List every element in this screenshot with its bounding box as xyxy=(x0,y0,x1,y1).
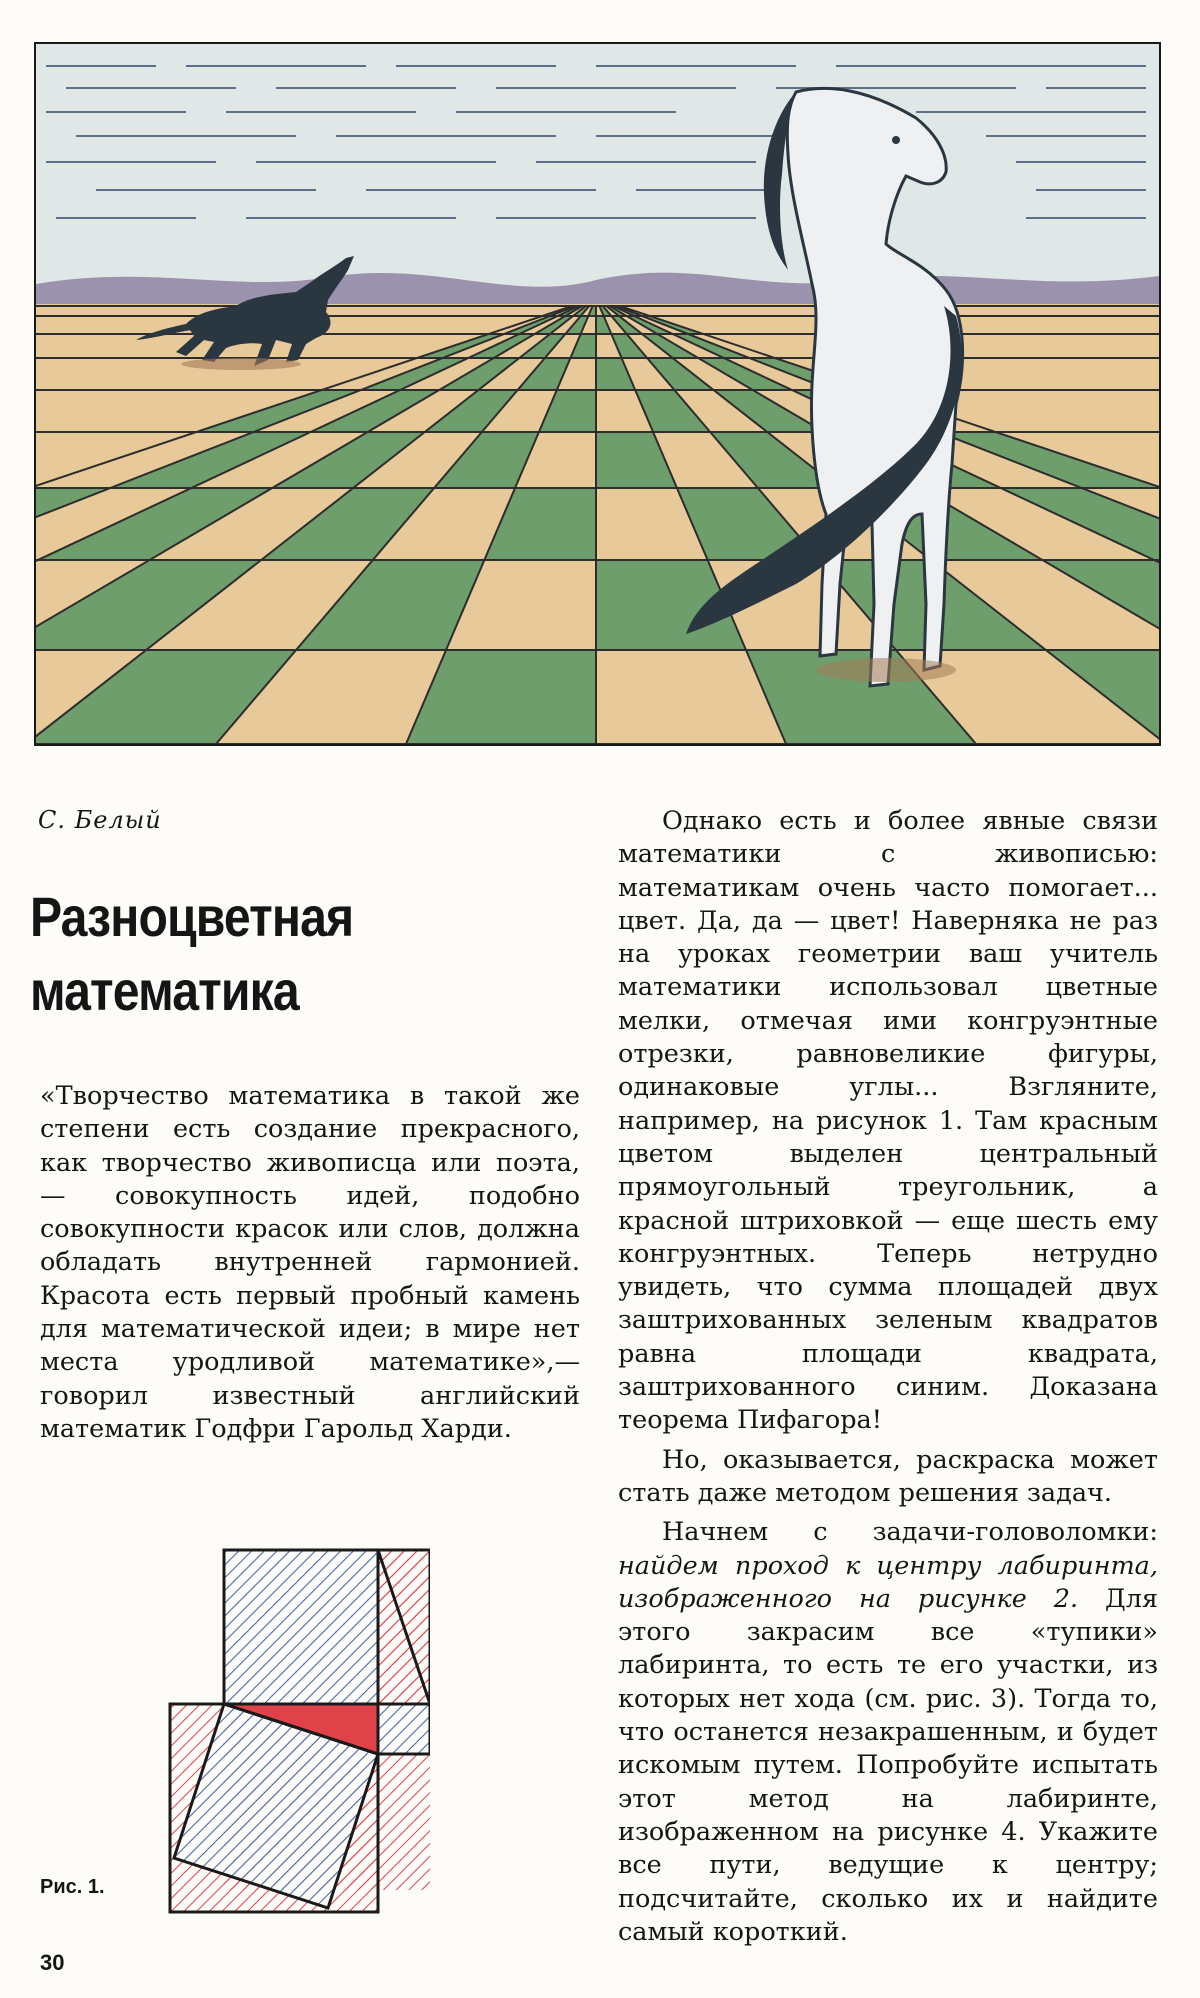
cover-illustration xyxy=(34,42,1161,746)
pythagoras-diagram xyxy=(160,1540,430,1920)
chessboard-ground xyxy=(36,304,1159,744)
title-line-1: Разноцветная xyxy=(30,885,354,948)
right-column xyxy=(618,805,1158,1949)
title-line-2: математика xyxy=(30,959,299,1022)
paragraph-2: Но, оказывается, раскраска может стать даже методом решения задач. xyxy=(618,1444,1158,1508)
small-blue-block xyxy=(378,1704,430,1754)
figure-1-caption: Рис. 1. xyxy=(40,1876,105,1898)
paragraph-3-end: Для этого закрасим все «тупики» лабиринта, то есть те его участки, из которых нет хода (см. рис. 3). Тогда то, что останется незакрашенным, и будет искомым путем. Попробуйте испытать этот метод на лабиринте, изображенном на рисунке 4. Укажите все пути, ведущие к центру; подсчитайте, сколько их и найдите самый короткий. xyxy=(618,1583,1158,1947)
paragraph-1: Однако есть и более явные связи математики с живописью: математикам очень часто помогает... цвет. Да, да — цвет! Наверняка не раз на уроках геометрии ваш учитель математики использовал цветные мелки, отмечая ими конгруэнтные отрезки, равновеликие фигуры, одинаковые углы... Взгляните, например, на рисунок 1. Там красным цветом выделен центральный прямоугольный треугольник, а красной штриховкой — еще шесть ему конгруэнтных. Теперь нетрудно увидеть, что сумма площадей двух заштрихованных зеленым квадратов равна площади квадрата, заштрихованного синим. Доказана теорема Пифагора! xyxy=(618,806,1158,1436)
paragraph-3-italic: найдем проход к центру лабиринта, изображенного на рисунке 2. xyxy=(618,1550,1158,1614)
upper-square xyxy=(224,1550,378,1704)
chessboard-horses-illustration xyxy=(36,44,1159,744)
left-column xyxy=(40,1080,580,1446)
page-number: 30 xyxy=(40,1950,65,1975)
hardy-quote: «Творчество математика в такой же степени есть создание прекрасного, как творчество живописца или поэта, — совокупность идей, подобно совокупности красок или слов, должна обладать внутренней гармонией. Красота есть первый пробный камень для математической идеи; в мире нет места уродливой математике»,— говорил известный английский математик Годфри Гарольд Харди. xyxy=(40,1081,580,1444)
article-author: С. Белый xyxy=(38,806,162,834)
paragraph-3 xyxy=(618,1516,1158,1949)
paragraph-3-start: Начнем с задачи-головоломки: xyxy=(662,1517,1158,1548)
figure-1-pythagoras xyxy=(160,1540,430,1920)
article-title xyxy=(30,880,512,1028)
